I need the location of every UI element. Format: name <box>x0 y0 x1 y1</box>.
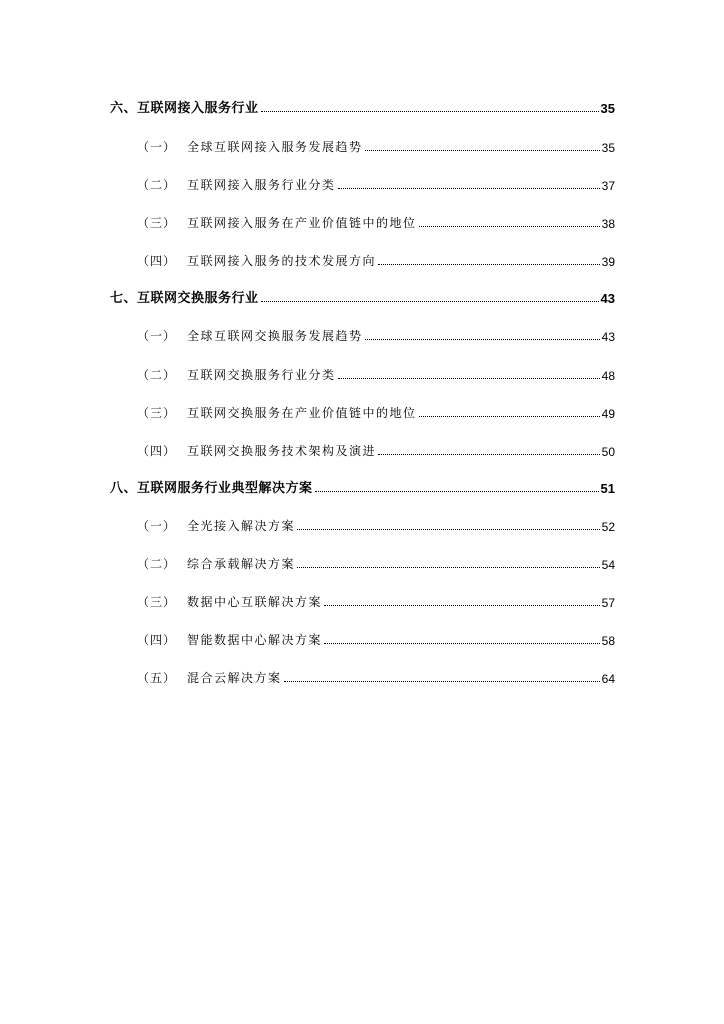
toc-page-number: 48 <box>601 369 615 383</box>
toc-chapter-8[interactable] <box>110 476 615 496</box>
toc-chapter-6[interactable] <box>110 96 615 116</box>
toc-page-number: 39 <box>601 255 615 269</box>
dot-leader <box>324 643 600 644</box>
toc-chapter-7[interactable] <box>110 286 615 306</box>
toc-section-7-1[interactable] <box>137 324 615 344</box>
dot-leader <box>284 681 600 682</box>
toc-page-number: 35 <box>601 141 615 155</box>
toc-entry-number: （二） <box>137 368 177 382</box>
toc-entry-number: （二） <box>137 178 177 192</box>
toc-entry-title: 七、互联网交换服务行业 <box>110 291 259 306</box>
toc-entry-number: （四） <box>137 444 177 458</box>
dot-leader <box>324 605 600 606</box>
toc-entry-number: （三） <box>137 595 177 609</box>
toc-section-8-1[interactable] <box>137 514 615 534</box>
toc-section-7-2[interactable] <box>137 363 615 383</box>
toc-entry-title: 互联网接入服务在产业价值链中的地位 <box>187 216 417 230</box>
toc-page-number: 35 <box>600 101 615 116</box>
toc-page-number: 54 <box>601 558 615 572</box>
toc-entry-title: 智能数据中心解决方案 <box>187 633 323 647</box>
dot-leader <box>261 301 599 302</box>
toc-entry-title: 混合云解决方案 <box>187 671 282 685</box>
dot-leader <box>315 491 599 492</box>
toc-section-8-3[interactable] <box>137 590 615 610</box>
dot-leader <box>338 188 600 189</box>
toc-section-6-4[interactable] <box>137 249 615 269</box>
toc-entry-title: 全光接入解决方案 <box>187 519 296 533</box>
toc-entry-number: （一） <box>137 140 177 154</box>
toc-entry-number: （一） <box>137 329 177 343</box>
dot-leader <box>419 416 600 417</box>
toc-entry-number: （四） <box>137 254 177 268</box>
toc-section-6-3[interactable] <box>137 211 615 231</box>
toc-page-number: 43 <box>600 291 615 306</box>
toc-section-8-2[interactable] <box>137 552 615 572</box>
dot-leader <box>419 226 600 227</box>
toc-entry-title: 六、互联网接入服务行业 <box>110 101 259 116</box>
toc-page-number: 49 <box>601 407 615 421</box>
toc-page-number: 51 <box>600 481 615 496</box>
toc-entry-title: 全球互联网接入服务发展趋势 <box>187 140 363 154</box>
toc-section-7-4[interactable] <box>137 439 615 459</box>
toc-page-number: 37 <box>601 179 615 193</box>
toc-entry-title: 互联网交换服务技术架构及演进 <box>187 444 377 458</box>
dot-leader <box>261 111 599 112</box>
toc-entry-title: 互联网接入服务行业分类 <box>187 178 336 192</box>
toc-entry-title: 八、互联网服务行业典型解决方案 <box>110 481 313 496</box>
toc-page-number: 64 <box>601 672 615 686</box>
dot-leader <box>365 339 600 340</box>
dot-leader <box>378 264 600 265</box>
toc-page-number: 50 <box>601 445 615 459</box>
dot-leader <box>338 378 600 379</box>
toc-section-7-3[interactable] <box>137 401 615 421</box>
dot-leader <box>297 529 600 530</box>
toc-page-number: 52 <box>601 520 615 534</box>
toc-page-number: 57 <box>601 596 615 610</box>
toc-entry-number: （四） <box>137 633 177 647</box>
dot-leader <box>378 454 600 455</box>
dot-leader <box>297 567 600 568</box>
dot-leader <box>365 150 600 151</box>
toc-page-number: 38 <box>601 217 615 231</box>
toc-entry-number: （三） <box>137 406 177 420</box>
toc-entry-number: （五） <box>137 671 177 685</box>
toc-entry-title: 全球互联网交换服务发展趋势 <box>187 329 363 343</box>
toc-entry-title: 互联网交换服务行业分类 <box>187 368 336 382</box>
toc-entry-number: （三） <box>137 216 177 230</box>
toc-section-6-1[interactable] <box>137 135 615 155</box>
toc-section-8-5[interactable] <box>137 666 615 686</box>
toc-entry-number: （一） <box>137 519 177 533</box>
toc-entry-title: 综合承载解决方案 <box>187 557 296 571</box>
toc-entry-title: 数据中心互联解决方案 <box>187 595 323 609</box>
toc-page-number: 43 <box>601 330 615 344</box>
toc-entry-title: 互联网接入服务的技术发展方向 <box>187 254 377 268</box>
toc-section-8-4[interactable] <box>137 628 615 648</box>
toc-section-6-2[interactable] <box>137 173 615 193</box>
toc-entry-number: （二） <box>137 557 177 571</box>
toc-page-number: 58 <box>601 634 615 648</box>
toc-entry-title: 互联网交换服务在产业价值链中的地位 <box>187 406 417 420</box>
